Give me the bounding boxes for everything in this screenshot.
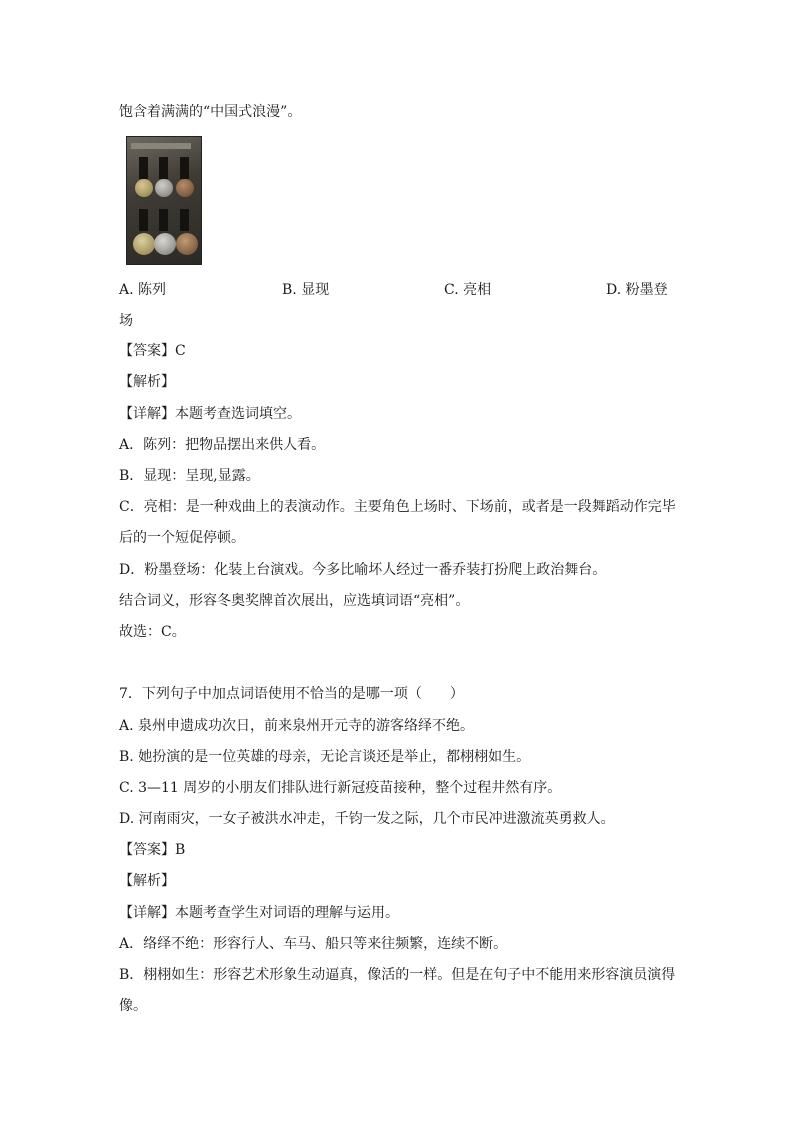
medal-bronze bbox=[176, 179, 194, 197]
question-7-option-b: B. 她扮演的是一位英雄的母亲，无论言谈还是举止，都栩栩如生。 bbox=[119, 749, 531, 765]
explain-c-continued: 后的一个短促停顿。 bbox=[119, 530, 245, 546]
explain-a: A．陈列：把物品摆出来供人看。 bbox=[119, 437, 326, 453]
question-7-option-d: D. 河南雨灾，一女子被洪水冲走，千钧一发之际，几个市民冲进激流英勇救人。 bbox=[119, 811, 615, 827]
question-7-option-c: C. 3—11 周岁的小朋友们排队进行新冠疫苗接种，整个过程井然有序。 bbox=[119, 780, 562, 796]
medal-gold bbox=[135, 179, 153, 197]
medal-silver bbox=[154, 233, 176, 255]
analysis-label: 【解析】 bbox=[119, 374, 175, 390]
ribbon-slot bbox=[159, 209, 168, 231]
explain-d: D．粉墨登场：化装上台演戏。今多比喻坏人经过一番乔装打扮爬上政治舞台。 bbox=[119, 562, 607, 578]
ribbon-slot bbox=[139, 157, 148, 179]
ribbon-slot bbox=[180, 209, 189, 231]
medal-bronze bbox=[176, 233, 198, 255]
question-7-option-a: A. 泉州申遗成功次日，前来泉州开元寺的游客络绎不绝。 bbox=[119, 718, 475, 734]
option-c: C. 亮相 bbox=[444, 282, 492, 298]
question-7: 7．下列句子中加点词语使用不恰当的是哪一项（ ） bbox=[119, 686, 464, 702]
medal-silver bbox=[155, 179, 173, 197]
ribbon-slot bbox=[139, 209, 148, 231]
explain-b: B．栩栩如生：形容艺术形象生动逼真，像活的一样。但是在句子中不能用来形容演员演得 bbox=[119, 967, 676, 983]
analysis-label: 【解析】 bbox=[119, 873, 175, 889]
option-d-continued: 场 bbox=[119, 313, 133, 329]
medal-display-photo bbox=[126, 136, 202, 265]
answer-label: 【答案】B bbox=[119, 842, 186, 858]
explain-c: C．亮相：是一种戏曲上的表演动作。主要角色上场时、下场前，或者是一段舞蹈动作完毕 bbox=[119, 499, 676, 515]
choice-text: 故选：C。 bbox=[119, 624, 186, 640]
answer-label: 【答案】C bbox=[119, 343, 186, 359]
medal-gold bbox=[133, 233, 155, 255]
option-b: B. 显现 bbox=[282, 282, 330, 298]
option-d: D. 粉墨登 bbox=[606, 282, 668, 298]
ribbon-slot bbox=[180, 157, 189, 179]
summary-text: 结合词义，形容冬奥奖牌首次展出，应选填词语“亮相”。 bbox=[119, 593, 470, 609]
detail-text: 【详解】本题考查学生对词语的理解与运用。 bbox=[119, 905, 399, 921]
text-line: 饱含着满满的“中国式浪漫”。 bbox=[119, 104, 302, 120]
photo-header-strip bbox=[131, 143, 191, 149]
detail-text: 【详解】本题考查选词填空。 bbox=[119, 406, 301, 422]
option-a: A. 陈列 bbox=[119, 282, 167, 298]
explain-a: A．络绎不绝：形容行人、车马、船只等来往频繁，连续不断。 bbox=[119, 936, 508, 952]
explain-b-continued: 像。 bbox=[119, 998, 147, 1014]
explain-b: B．显现：呈现,显露。 bbox=[119, 468, 260, 484]
ribbon-slot bbox=[159, 157, 168, 179]
